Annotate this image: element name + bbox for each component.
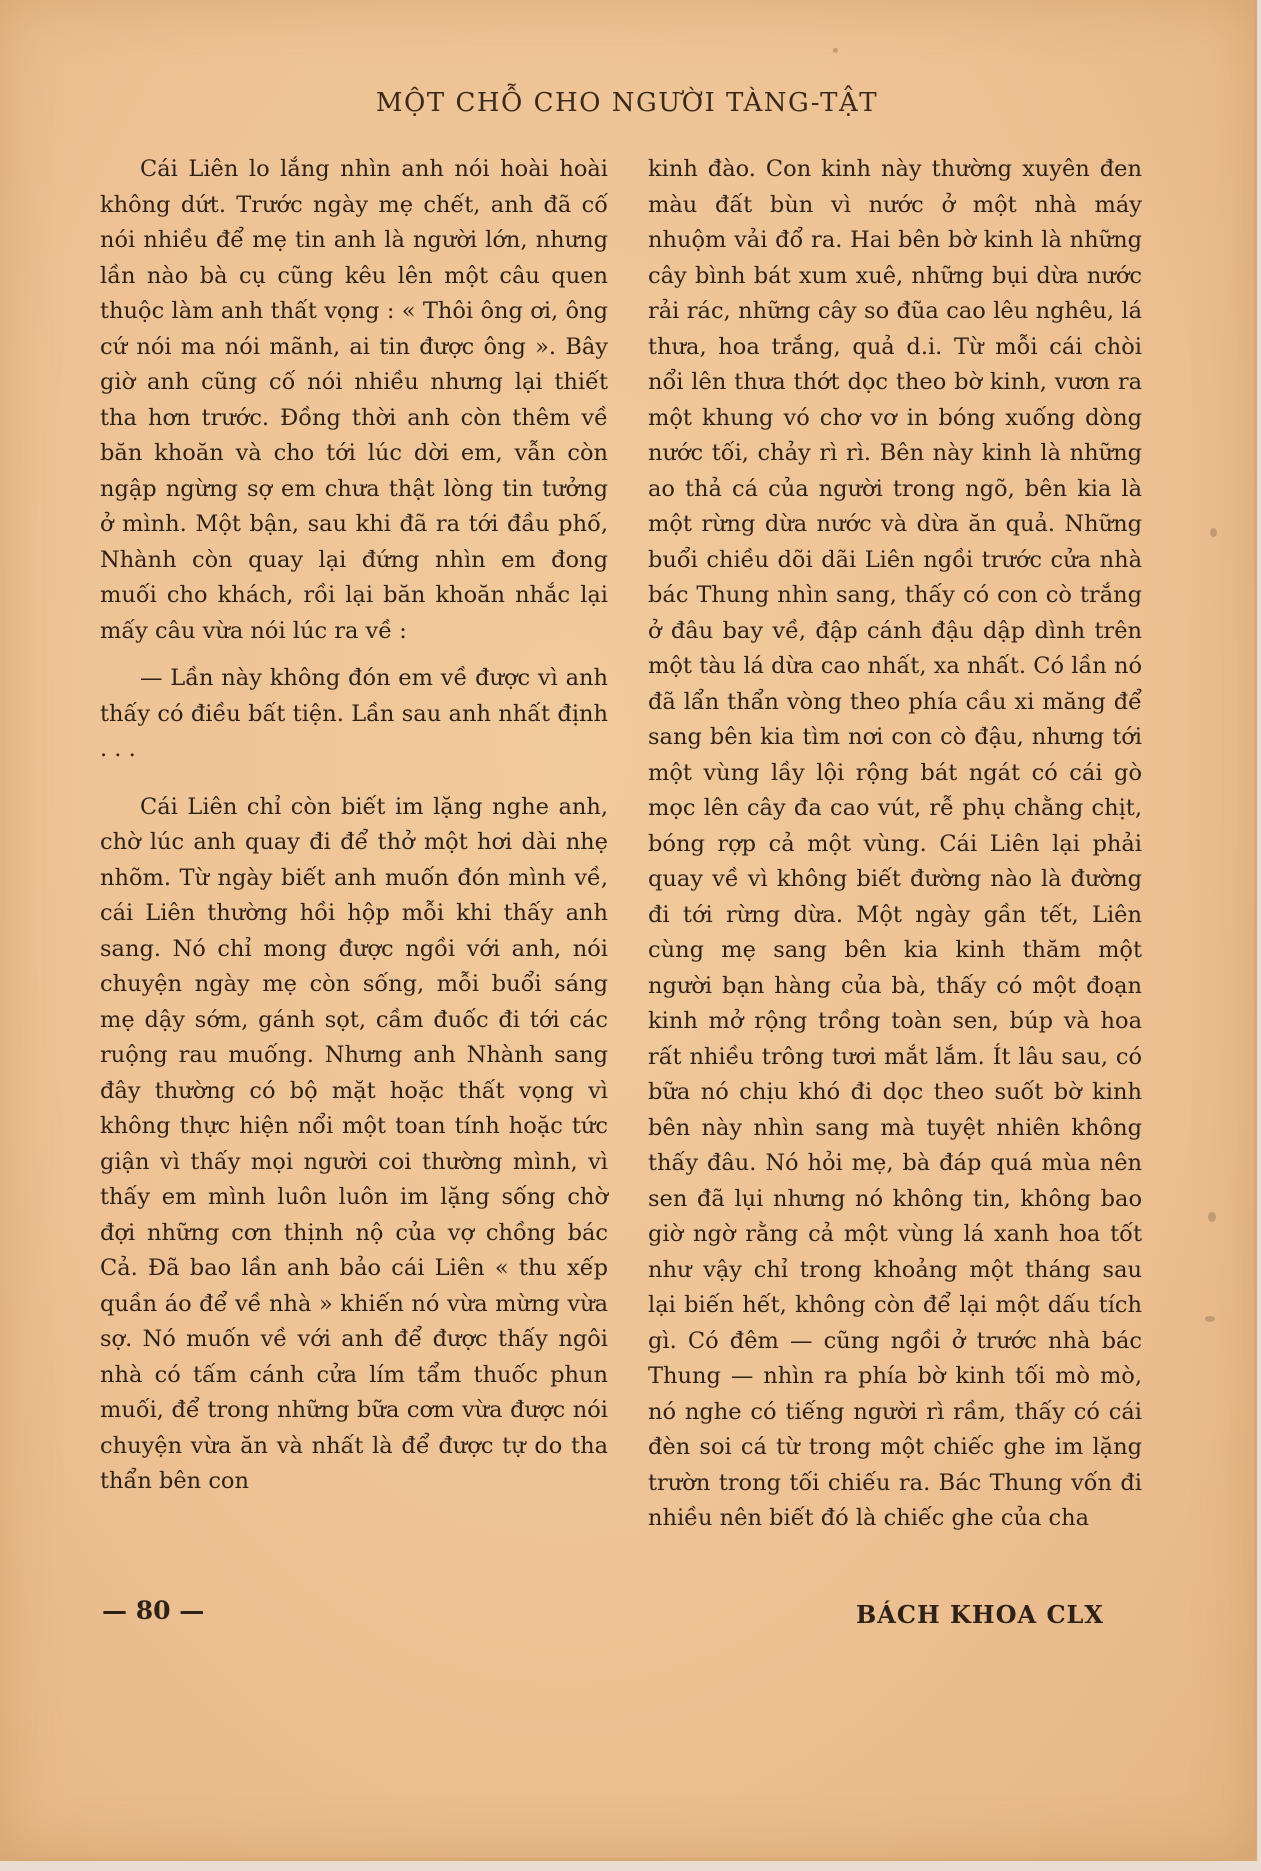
paragraph: Cái Liên chỉ còn biết im lặng nghe anh, chờ lúc anh quay đi để thở một hơi dài nhẹ nhõm. Từ ngày biết anh muốn đón mình về, cái Liên thường hồi hộp mỗi khi thấy anh sang. Nó chỉ mong được ngồi với anh, nói chuyện ngày mẹ còn sống, mỗi buổi sáng mẹ dậy sớm, gánh sọt, cầm đuốc đi tới các ruộng rau muống. Nhưng anh Nhành sang đây thường có bộ mặt hoặc thất vọng vì không thực hiện nổi một toan tính hoặc tức giận vì thấy mọi người coi thường mình, vì thấy em mình luôn luôn im lặng sống chờ đợi những cơn thịnh nộ của vợ chồng bác Cả. Đã bao lần anh bảo cái Liên « thu xếp quần áo để về nhà » khiến nó vừa mừng vừa sợ. Nó muốn về với anh để được thấy ngôi nhà có tấm cánh cửa lím tẩm thuốc phun muối, để trong những bữa cơm vừa được nói chuyện vừa ăn và nhất là để được tự do tha thẩn bên con	[100, 793, 608, 1494]
paper-speck	[1205, 1316, 1215, 1322]
paragraph: Cái Liên lo lắng nhìn anh nói hoài hoài không dứt. Trước ngày mẹ chết, anh đã cố nói nhiều để mẹ tin anh là người lớn, nhưng lần nào bà cụ cũng kêu lên một câu quen thuộc làm anh thất vọng : « Thôi ông ơi, ông cứ nói ma nói mãnh, ai tin được ông ». Bây giờ anh cũng cố nói nhiều nhưng lại thiết tha hơn trước. Đồng thời anh còn thêm về băn khoăn và cho tới lúc dời em, vẫn còn ngập ngừng sợ em chưa thật lòng tin tưởng ở mình. Một bận, sau khi đã ra tới đầu phố, Nhành còn quay lại đứng nhìn em đong muối cho khách, rồi lại băn khoăn nhắc lại mấy câu vừa nói lúc ra về :	[100, 156, 608, 644]
paper-speck	[1208, 1212, 1216, 1222]
paper-speck	[833, 48, 838, 53]
running-title: MỘT CHỖ CHO NGƯỜI TÀNG-TẬT	[375, 88, 879, 118]
paragraph-continued: kinh đào. Con kinh này thường xuyên đen màu đất bùn vì nước ở một nhà máy nhuộm vải đổ ra. Hai bên bờ kinh là những cây bình bát xum xuê, những bụi dừa nước rải rác, những cây so đũa cao lêu nghêu, lá thưa, hoa trắng, quả d.i. Từ mỗi cái chòi nổi lên thưa thớt dọc theo bờ kinh, vươn ra một khung vó chơ vơ in bóng xuống dòng nước tối, chảy rì rì. Bên này kinh là những ao thả cá của người trong ngõ, bên kia là một rừng dừa nước và dừa ăn quả. Những buổi chiều dõi dãi Liên ngồi trước cửa nhà bác Thung nhìn sang, thấy có con cò trắng ở đâu bay về, đập cánh đậu dập dình trên một tàu lá dừa cao nhất, xa nhất. Có lần nó đã lẩn thẩn vòng theo phía cầu xi măng để sang bên kia tìm nơi con cò đậu, nhưng tới một vùng lầy lội rộng bát ngát có cái gò mọc lên cây đa cao vút, rễ phụ chằng chịt, bóng rợp cả một vùng. Cái Liên lại phải quay về vì không biết đường nào là đường đi tới rừng dừa. Một ngày gần tết, Liên cùng mẹ sang bên kia kinh thăm một người bạn hàng của bà, thấy có một đoạn kinh mở rộng trồng toàn sen, búp và hoa rất nhiều trông tươi mắt lắm. Ít lâu sau, có bữa nó chịu khó đi dọc theo suốt bờ kinh bên này nhìn sang mà tuyệt nhiên không thấy đâu. Nó hỏi mẹ, bà đáp quá mùa nên sen đã lụi nhưng nó không tin, không bao giờ ngờ rằng cả một vùng lá xanh hoa tốt như vậy chỉ trong khoảng một tháng sau lại biến hết, không còn để lại một dấu tích gì. Có đêm — cũng ngồi ở trước nhà bác Thung — nhìn ra phía bờ kinh tối mò mò, nó nghe có tiếng người rì rầm, thấy có cái đèn soi cá từ trong một chiếc ghe im lặng trườn trong tối chiếu ra. Bác Thung vốn đi nhiều nên biết đó là chiếc ghe của cha	[648, 156, 1142, 1531]
page-number: — 80 —	[102, 1596, 205, 1625]
text-column-right	[648, 152, 1142, 1537]
paper-speck	[1210, 528, 1217, 537]
dialogue-paragraph: — Lần này không đón em về được vì anh thấy có điều bất tiện. Lần sau anh nhất định . . .	[100, 665, 608, 762]
text-column-left	[100, 152, 608, 1500]
journal-issue-label: BÁCH KHOA CLX	[856, 1600, 1105, 1629]
